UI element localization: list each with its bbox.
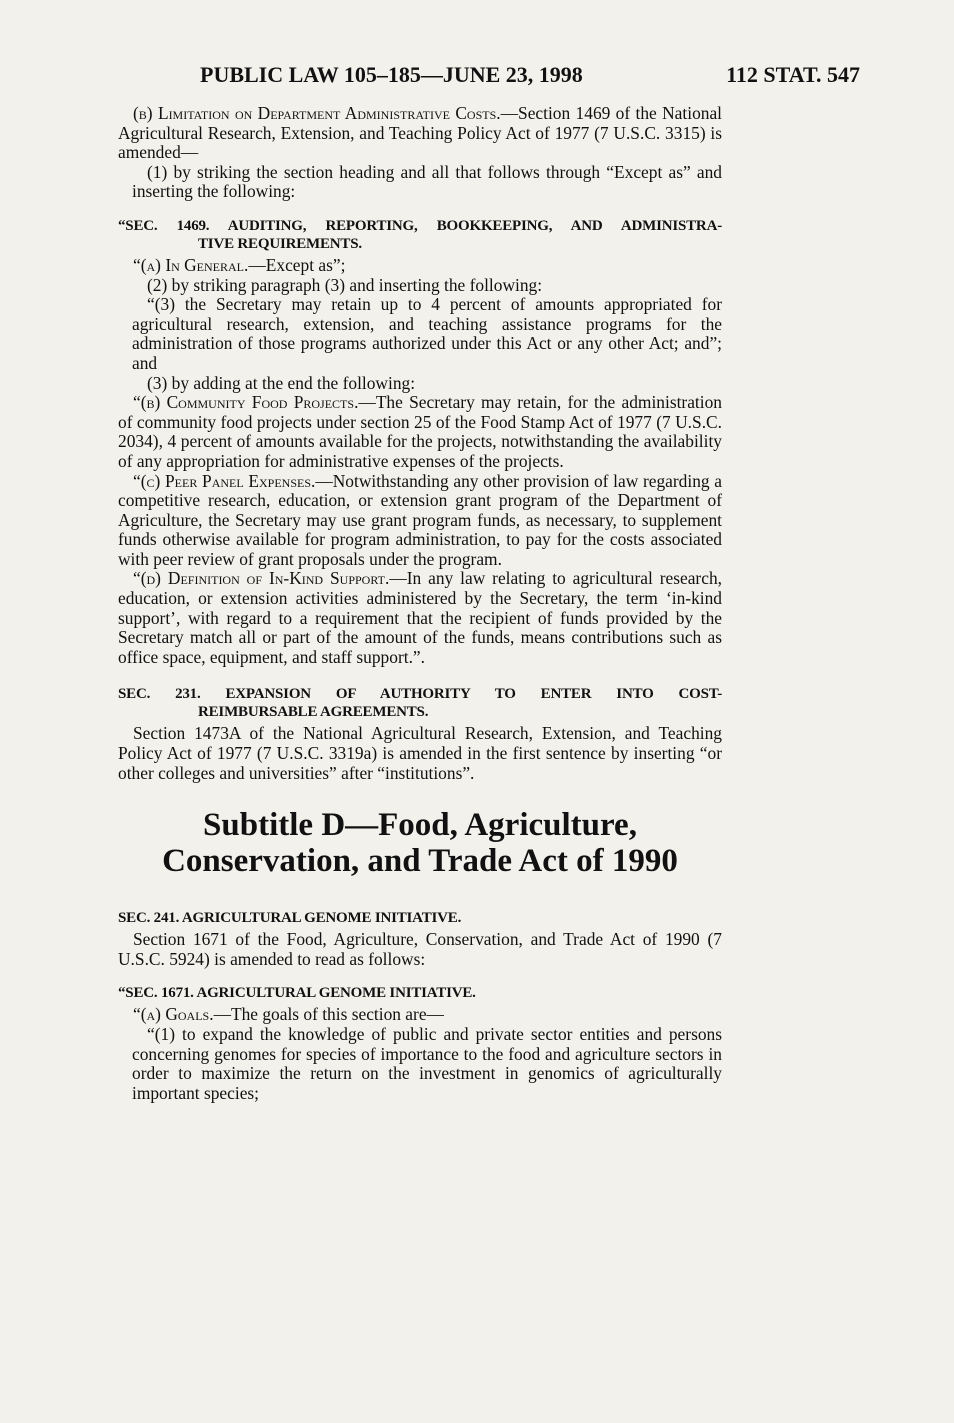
- paragraph-a-general: [118, 256, 722, 276]
- paragraph-d-definition: [118, 569, 722, 667]
- subtitle-line1: Subtitle D—Food, Agriculture,: [203, 807, 637, 844]
- section-heading-231-line1: SEC. 231. EXPANSION OF AUTHORITY TO ENTER INTO COST-: [118, 686, 722, 703]
- paragraph-item-3: (3) by adding at the end the following:: [147, 372, 416, 393]
- text-b-community: —The Secretary may retain, for the administration of community food projects under section 25 of the Food Stamp Act of 1977 (7 U.S.C. 2034), 4 percent of amounts available for the projects, notwithstanding the availability of any appropriation for administrative expenses of the projects.: [118, 392, 722, 471]
- section-heading-231: [118, 685, 722, 703]
- heading-a-goals: “(a) Goals.: [133, 1004, 214, 1025]
- section-heading-1469-line1: “SEC. 1469. AUDITING, REPORTING, BOOKKEEPING, AND ADMINISTRA-: [118, 217, 722, 234]
- section-heading-241: SEC. 241. AGRICULTURAL GENOME INITIATIVE.: [118, 910, 462, 927]
- document-body: [118, 104, 722, 1103]
- paragraph-item-2-quote: “(3) the Secretary may retain up to 4 percent of amounts appropriated for agricultural research, extension, and teaching assistance programs for the administration of those programs authorized under this Act or any other Act; and”; and: [132, 294, 722, 373]
- header-stat-page: 112 STAT. 547: [726, 62, 860, 87]
- paragraph-goal-1: “(1) to expand the knowledge of public and private sector entities and persons concerning genomes for species of importance to the food and agriculture sectors in order to maximize the return on the investment in genomics of agriculturally important species;: [132, 1024, 722, 1103]
- paragraph-b-limitation: [118, 104, 722, 163]
- text-d-definition: —In any law relating to agricultural research, education, or extension activities administered by the Secretary, the term ‘in-kind support’, with regard to a requirement that the recipient of funds provided by the Secretary match all or part of the amount of the funds, means contributions such as office space, equipment, and staff support.”.: [118, 568, 722, 667]
- header-law-date: PUBLIC LAW 105–185—JUNE 23, 1998: [200, 62, 583, 87]
- section-heading-1469: [118, 217, 722, 235]
- heading-a-general: “(a) In General.: [133, 254, 249, 275]
- section-heading-1469-line2: TIVE REQUIREMENTS.: [198, 235, 362, 252]
- heading-d-definition: “(d) Definition of In-Kind Support.: [133, 568, 390, 589]
- paragraph-item-1: (1) by striking the section heading and all that follows through “Except as” and inserting the following:: [132, 161, 722, 202]
- heading-b-community: “(b) Community Food Projects.: [133, 392, 359, 413]
- section-heading-231-cont: [118, 703, 722, 721]
- paragraph-c-peer-panel: [118, 472, 722, 570]
- text-a-general: —Except as”;: [248, 254, 346, 275]
- running-header: [200, 62, 860, 92]
- section-heading-231-line2: REIMBURSABLE AGREEMENTS.: [198, 704, 429, 721]
- text-a-goals: —The goals of this section are—: [213, 1004, 444, 1025]
- subtitle-heading: [118, 807, 722, 879]
- heading-c-peer-panel: “(c) Peer Panel Expenses.: [133, 470, 316, 491]
- subtitle-line2: Conservation, and Trade Act of 1990: [162, 843, 678, 880]
- paragraph-item-2: (2) by striking paragraph (3) and inserting the following:: [147, 274, 543, 295]
- paragraph-sec-241: Section 1671 of the Food, Agriculture, Conservation, and Trade Act of 1990 (7 U.S.C. 5924) is amended to read as follows:: [118, 929, 722, 969]
- text-c-peer-panel: —Notwithstanding any other provision of law regarding a competitive research, education, or extension grant program of the Department of Agriculture, the Secretary may use grant program funds, as necessary, to supplement funds otherwise available for program administration, to pay for the costs associated with peer review of grant proposals under the program.: [118, 470, 722, 569]
- paragraph-a-goals: [118, 1005, 722, 1025]
- heading-b-limitation: (b) Limitation on Department Administrative Costs.: [133, 103, 501, 123]
- section-heading-1469-cont: [118, 235, 722, 253]
- text-b-limitation: —Section 1469 of the National Agricultural Research, Extension, and Teaching Policy Act of 1977 (7 U.S.C. 3315) is amended—: [118, 103, 723, 163]
- paragraph-sec-231: Section 1473A of the National Agricultural Research, Extension, and Teaching Policy Act of 1977 (7 U.S.C. 3319a) is amended in the first sentence by inserting “or other colleges and universities” after “institutions”.: [118, 723, 722, 783]
- paragraph-b-community: [118, 393, 722, 471]
- section-heading-1671: “SEC. 1671. AGRICULTURAL GENOME INITIATIVE.: [118, 985, 476, 1002]
